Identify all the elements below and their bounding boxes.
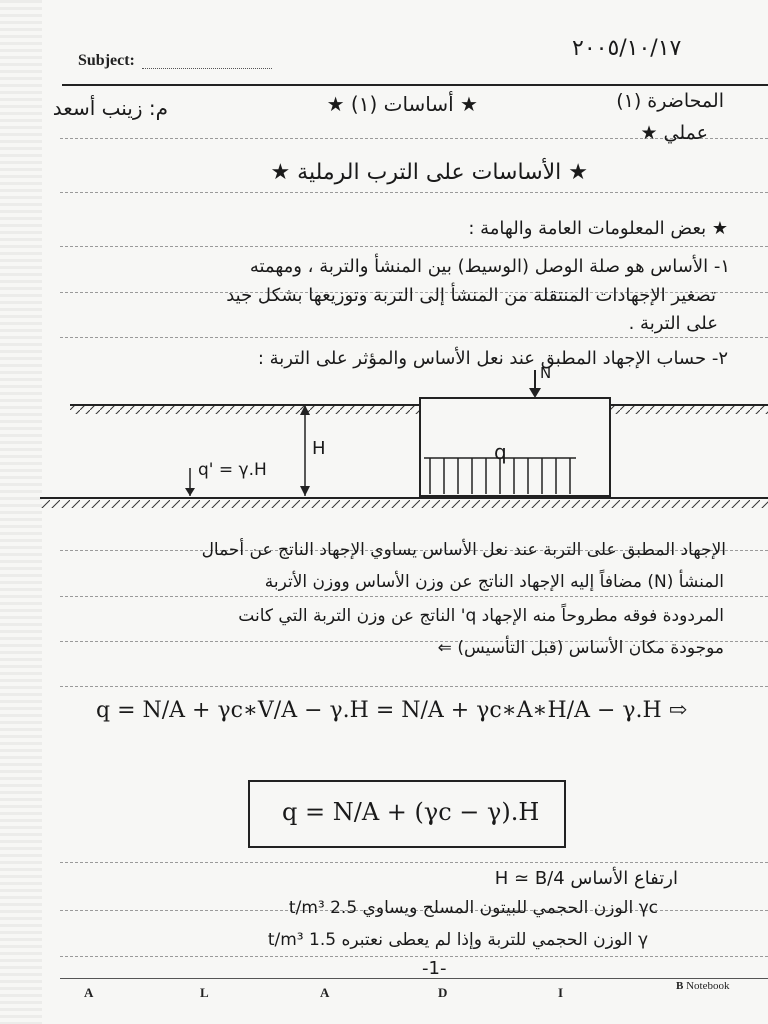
notebook-word: Notebook — [686, 980, 730, 992]
paragraph-line4: موجودة مكان الأساس (قبل التأسيس) ⇐ — [437, 638, 724, 658]
footer-letter-b: B — [676, 980, 684, 992]
footer-letter: L — [200, 985, 209, 1000]
page-number: -1- — [422, 958, 447, 979]
load-label: N — [540, 364, 552, 382]
ruled-line — [60, 956, 768, 957]
lecture-number: المحاضرة (١) — [616, 90, 724, 112]
subject-underline — [142, 68, 272, 69]
paragraph-line3: المردودة فوقه مطروحاً منه الإجهاد q' الناتج عن وزن التربة التي كانت — [238, 606, 724, 626]
footing-height-note: ارتفاع الأساس H ≃ B/4 — [494, 868, 678, 889]
main-title: ★ الأساسات على الترب الرملية ★ — [270, 160, 588, 185]
ruled-line — [60, 337, 768, 338]
footer-letter: A — [320, 985, 330, 1000]
stress-label: q — [494, 440, 507, 464]
subject-label: Subject: — [78, 52, 135, 69]
bottom-rule — [60, 978, 768, 979]
ruled-line — [60, 596, 768, 597]
item1-line2: تصغير الإجهادات المنتقلة من المنشأ إلى التربة وتوزيعها بشكل جيد — [226, 285, 716, 306]
footer-letter: A — [84, 985, 94, 1000]
footer-letter: D — [438, 985, 448, 1000]
date: ٢٠٠٥/١٠/١٧ — [572, 36, 682, 61]
height-label: H — [312, 438, 326, 459]
soil-unit-weight-note: γ الوزن الحجمي للتربة وإذا لم يعطى نعتبره 1.5 t/m³ — [267, 930, 648, 950]
stress-equation: q = N/A + γc∗V/A − γ.H = N/A + γc∗A∗H/A − γ.H ⇨ — [96, 698, 688, 723]
concrete-unit-weight-note: γc الوزن الحجمي للبيتون المسلح ويساوي 2.5 t/m³ — [288, 898, 658, 918]
item1-line3: على التربة . — [628, 313, 718, 334]
notebook-brand — [676, 980, 729, 992]
practical-label: عملي ★ — [640, 122, 708, 144]
paragraph-line2: المنشأ (N) مضافاً إليه الإجهاد الناتج عن وزن الأساس ووزن الأتربة — [264, 572, 724, 592]
intro-heading: ★ بعض المعلومات العامة والهامة : — [468, 218, 728, 239]
ruled-line — [60, 192, 768, 193]
header-rule — [62, 84, 768, 86]
item2-heading: ٢- حساب الإجهاد المطبق عند نعل الأساس والمؤثر على التربة : — [257, 348, 728, 369]
course-title: ★ أساسات (١) ★ — [326, 92, 478, 116]
ruled-line — [60, 246, 768, 247]
ruled-line — [60, 686, 768, 687]
instructor-name: م: زينب أسعد — [52, 96, 168, 120]
result-equation: q = N/A + (γc − γ).H — [282, 798, 540, 826]
overburden-label: q' = γ.H — [198, 460, 267, 480]
paragraph-line1: الإجهاد المطبق على التربة عند نعل الأساس يساوي الإجهاد الناتج عن أحمال — [201, 540, 726, 560]
item1-line1: ١- الأساس هو صلة الوصل (الوسيط) بين المنشأ والتربة ، ومهمته — [249, 256, 730, 277]
foundation-diagram — [0, 360, 768, 520]
ruled-line — [60, 862, 768, 863]
footer-letter: I — [558, 985, 564, 1000]
